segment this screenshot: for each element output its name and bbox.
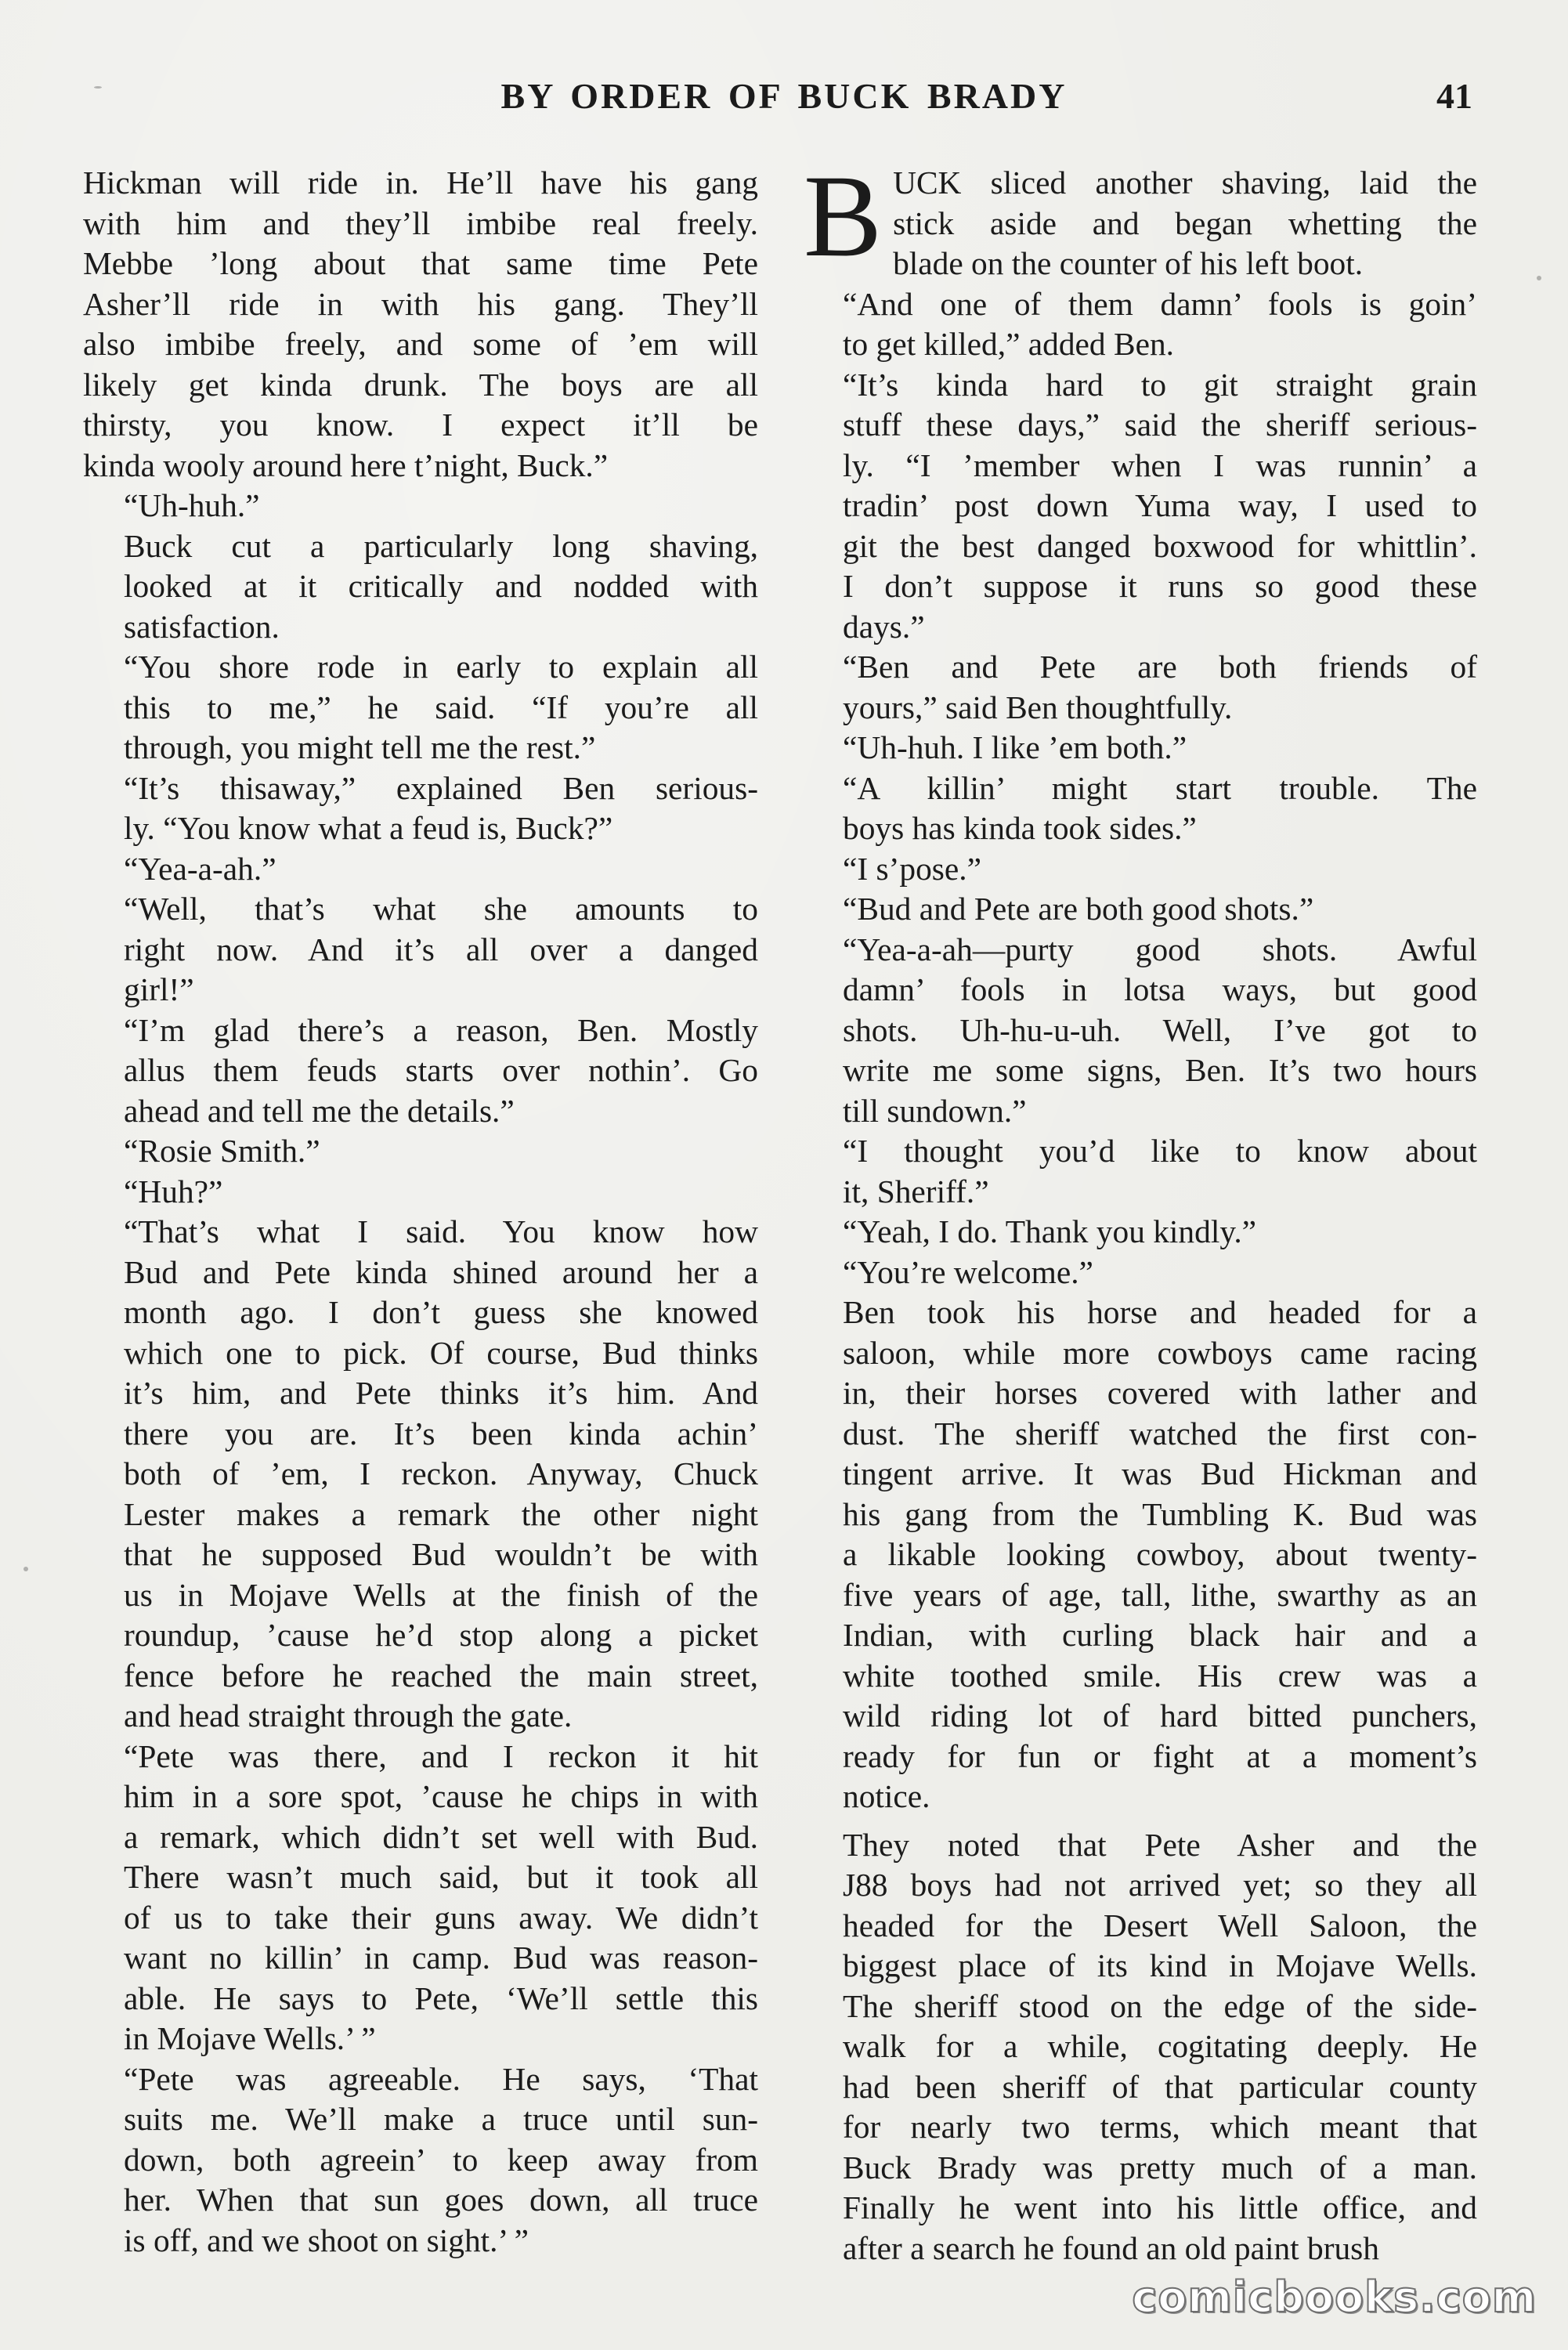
text-line: days.” — [843, 608, 925, 645]
text-line: UCK sliced another shaving, laid the — [893, 164, 1477, 201]
text-line: Indian, with curling black hair and a — [843, 1617, 1477, 1653]
text-line: tingent arrive. It was Bud Hickman and — [843, 1455, 1477, 1491]
text-line: in, their horses covered with lather and — [843, 1375, 1477, 1411]
paragraph — [802, 1253, 1477, 1293]
text-line: till sundown.” — [843, 1092, 1027, 1129]
text-line: both of ’em, I reckon. Anyway, Chuck — [124, 1455, 758, 1491]
paragraph — [83, 163, 758, 486]
text-line: a likable looking cowboy, about twenty- — [843, 1536, 1477, 1572]
text-line: fence before he reached the main street, — [124, 1657, 758, 1694]
text-line: month ago. I don’t guess she knowed — [124, 1294, 758, 1330]
text-line: biggest place of its kind in Mojave Wells. — [843, 1947, 1477, 1983]
paragraph — [83, 1737, 758, 2059]
text-line: five years of age, tall, lithe, swarthy as an — [843, 1576, 1477, 1613]
text-line: Asher’ll ride in with his gang. They’ll — [83, 285, 758, 322]
left-column — [83, 163, 758, 2261]
text-line: “Yea-a-ah.” — [124, 850, 276, 887]
text-line: “Rosie Smith.” — [124, 1133, 320, 1169]
text-line: white toothed smile. His crew was a — [843, 1657, 1477, 1694]
page-number: 41 — [1436, 76, 1472, 116]
text-line: Hickman will ride in. He’ll have his gang — [83, 164, 758, 201]
text-line: Buck Brady was pretty much of a man. — [843, 2149, 1477, 2186]
text-line: “And one of them damn’ fools is goin’ — [843, 285, 1477, 322]
text-line: with him and they’ll imbibe real freely. — [83, 204, 758, 241]
text-line: The sheriff stood on the edge of the side- — [843, 1987, 1477, 2024]
text-line: “It’s kinda hard to git straight grain — [843, 366, 1477, 403]
paragraph — [83, 526, 758, 648]
text-line: “I thought you’d like to know about — [843, 1133, 1477, 1169]
text-line: stick aside and began whetting the — [893, 204, 1477, 241]
text-line: “I’m glad there’s a reason, Ben. Mostly — [124, 1011, 758, 1048]
paragraph — [802, 930, 1477, 1132]
paragraph — [802, 849, 1477, 890]
text-line: “You shore rode in early to explain all — [124, 649, 758, 685]
text-line: it, Sheriff.” — [843, 1173, 989, 1209]
text-line: boys has kinda took sides.” — [843, 810, 1197, 846]
text-line: to get killed,” added Ben. — [843, 326, 1174, 362]
text-line: is off, and we shoot on sight.’ ” — [124, 2222, 529, 2258]
text-line: git the best danged boxwood for whittlin’. — [843, 527, 1477, 564]
paragraph — [802, 889, 1477, 930]
text-line: able. He says to Pete, ‘We’ll settle this — [124, 1979, 758, 2016]
running-head — [0, 75, 1568, 122]
text-line: ly. “You know what a feud is, Buck?” — [124, 810, 613, 846]
paragraph — [83, 2059, 758, 2261]
text-line: write me some signs, Ben. It’s two hours — [843, 1052, 1477, 1088]
text-line: “A killin’ might start trouble. The — [843, 769, 1477, 806]
text-line: walk for a while, cogitating deeply. He — [843, 2028, 1477, 2064]
paragraph — [802, 284, 1477, 365]
text-line: “I s’pose.” — [843, 850, 981, 887]
text-line: dust. The sheriff watched the first con- — [843, 1415, 1477, 1452]
text-line: I don’t suppose it runs so good these — [843, 568, 1477, 604]
text-line: him in a sore spot, ’cause he chips in with — [124, 1778, 758, 1814]
drop-cap: B — [804, 151, 883, 281]
text-line: “Uh-huh.” — [124, 487, 260, 523]
paragraph — [802, 1292, 1477, 1817]
text-line: his gang from the Tumbling K. Bud was — [843, 1495, 1477, 1532]
right-column — [802, 151, 1477, 2269]
text-line: also imbibe freely, and some of ’em will — [83, 326, 758, 362]
paragraph — [802, 1212, 1477, 1253]
text-line: damn’ fools in lotsa ways, but good — [843, 971, 1477, 1007]
text-line: “Well, that’s what she amounts to — [124, 891, 758, 927]
text-line: right now. And it’s all over a danged — [124, 931, 758, 967]
text-line: likely get kinda drunk. The boys are all — [83, 366, 758, 403]
text-line: blade on the counter of his left boot. — [893, 245, 1364, 281]
text-line: through, you might tell me the rest.” — [124, 729, 596, 765]
text-line: J88 boys had not arrived yet; so they all — [843, 1867, 1477, 1903]
text-line: Mebbe ’long about that same time Pete — [83, 245, 758, 281]
text-line: of us to take their guns away. We didn’t — [124, 1899, 758, 1936]
text-line: satisfaction. — [124, 608, 280, 645]
paragraph — [802, 1825, 1477, 2269]
text-line: They noted that Pete Asher and the — [843, 1826, 1477, 1863]
text-line: “Yea-a-ah—purty good shots. Awful — [843, 931, 1477, 967]
site-watermark: comicbooks.com — [1132, 2272, 1537, 2322]
text-line: ly. “I ’member when I was runnin’ a — [843, 446, 1477, 483]
text-line: “You’re welcome.” — [843, 1253, 1093, 1290]
paragraph — [802, 647, 1477, 728]
text-line: this to me,” he said. “If you’re all — [124, 689, 758, 725]
text-line: after a search he found an old paint brush — [843, 2229, 1379, 2266]
text-line: it’s him, and Pete thinks it’s him. And — [124, 1375, 758, 1411]
paragraph — [83, 1212, 758, 1737]
paragraph — [83, 647, 758, 768]
paragraph — [83, 1131, 758, 1172]
text-line: Ben took his horse and headed for a — [843, 1294, 1477, 1330]
text-line: There wasn’t much said, but it took all — [124, 1859, 758, 1895]
paper-speck — [23, 1567, 28, 1571]
text-line: wild riding lot of hard bitted punchers, — [843, 1697, 1477, 1734]
paragraph — [83, 849, 758, 890]
paragraph — [83, 1010, 758, 1132]
text-line: “It’s thisaway,” explained Ben serious- — [124, 769, 758, 806]
paper-speck — [94, 86, 102, 89]
text-line: “Huh?” — [124, 1173, 223, 1209]
story-title: BY ORDER OF BUCK BRADY — [500, 76, 1068, 116]
text-line: tradin’ post down Yuma way, I used to — [843, 487, 1477, 523]
text-line: allus them feuds starts over nothin’. Go — [124, 1052, 758, 1088]
paragraph — [83, 889, 758, 1010]
paragraph — [83, 486, 758, 526]
text-line: ready for fun or fight at a moment’s — [843, 1737, 1477, 1774]
text-line: in Mojave Wells.’ ” — [124, 2020, 376, 2056]
text-line: a remark, which didn’t set well with Bud. — [124, 1818, 758, 1855]
text-line: girl!” — [124, 971, 194, 1007]
text-line: shots. Uh-hu-u-uh. Well, I’ve got to — [843, 1011, 1477, 1048]
text-line: “Pete was agreeable. He says, ‘That — [124, 2060, 758, 2097]
paragraph — [83, 1172, 758, 1213]
text-line: thirsty, you know. I expect it’ll be — [83, 407, 758, 443]
text-line: headed for the Desert Well Saloon, the — [843, 1907, 1477, 1943]
text-line: want no killin’ in camp. Bud was reason- — [124, 1940, 758, 1976]
paragraph — [802, 768, 1477, 849]
paragraph — [802, 1131, 1477, 1212]
paragraph — [802, 365, 1477, 648]
text-line: yours,” said Ben thoughtfully. — [843, 689, 1233, 725]
text-line: there you are. It’s been kinda achin’ — [124, 1415, 758, 1452]
text-line: Bud and Pete kinda shined around her a — [124, 1253, 758, 1290]
paragraph — [83, 768, 758, 849]
text-line: that he supposed Bud wouldn’t be with — [124, 1536, 758, 1572]
text-line: Lester makes a remark the other night — [124, 1495, 758, 1532]
text-line: Finally he went into his little office, and — [843, 2189, 1477, 2225]
opening-paragraph — [802, 151, 1477, 284]
text-line: down, both agreein’ to keep away from — [124, 2141, 758, 2178]
text-line: “Bud and Pete are both good shots.” — [843, 891, 1314, 927]
text-line: for nearly two terms, which meant that — [843, 2109, 1477, 2145]
text-line: roundup, ’cause he’d stop along a picket — [124, 1617, 758, 1653]
text-line: saloon, while more cowboys came racing — [843, 1334, 1477, 1371]
text-line: “That’s what I said. You know how — [124, 1213, 758, 1249]
opening-text — [802, 151, 1477, 284]
text-line: us in Mojave Wells at the finish of the — [124, 1576, 758, 1613]
text-line: “Ben and Pete are both friends of — [843, 649, 1477, 685]
text-line: “Uh-huh. I like ’em both.” — [843, 729, 1187, 765]
text-line: “Pete was there, and I reckon it hit — [124, 1737, 758, 1774]
text-line: ahead and tell me the details.” — [124, 1092, 515, 1129]
text-line: stuff these days,” said the sheriff serious- — [843, 407, 1477, 443]
text-line: had been sheriff of that particular county — [843, 2068, 1477, 2105]
text-line: notice. — [843, 1778, 930, 1814]
text-line: “Yeah, I do. Thank you kindly.” — [843, 1213, 1257, 1249]
paragraph — [802, 728, 1477, 768]
text-line: which one to pick. Of course, Bud thinks — [124, 1334, 758, 1371]
text-line: her. When that sun goes down, all truce — [124, 2182, 758, 2218]
paper-speck — [1537, 276, 1541, 280]
text-line: and head straight through the gate. — [124, 1697, 573, 1734]
text-line: looked at it critically and nodded with — [124, 568, 758, 604]
text-line: suits me. We’ll make a truce until sun- — [124, 2101, 758, 2137]
text-line: kinda wooly around here t’night, Buck.” — [83, 446, 609, 483]
text-line: Buck cut a particularly long shaving, — [124, 527, 758, 564]
